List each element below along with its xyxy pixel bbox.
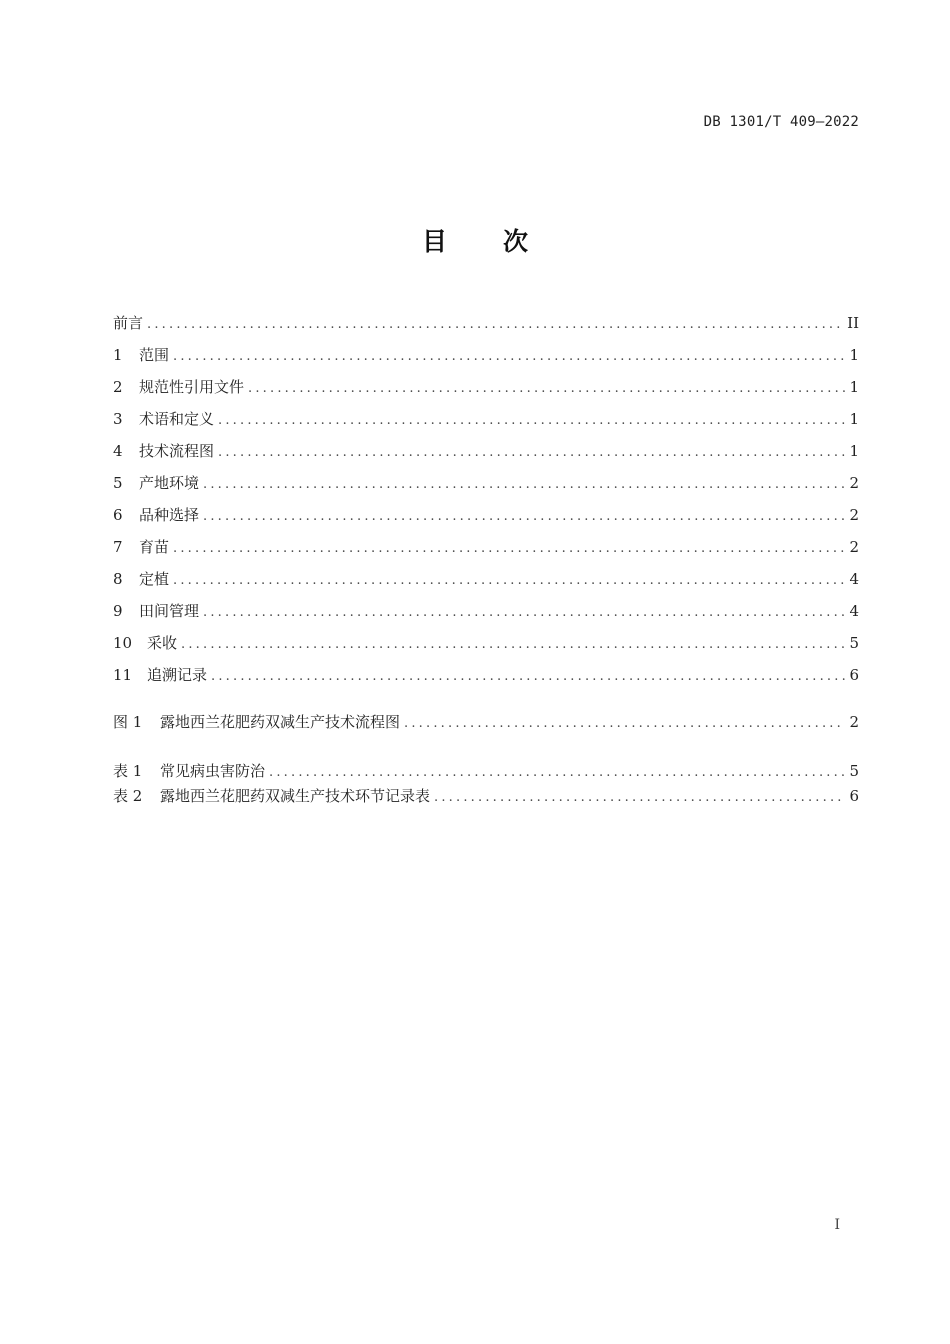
toc-entry-field-management[interactable] — [113, 600, 859, 632]
toc-entry-transplanting[interactable] — [113, 568, 859, 600]
toc-entry-label: 技术流程图 — [139, 442, 215, 460]
toc-entry-page: 6 — [849, 666, 859, 684]
toc-entry-label: 采收 — [147, 634, 178, 652]
toc-entry-page: 4 — [849, 602, 859, 620]
toc-entry-number: 6 — [113, 506, 123, 524]
toc-entry-label: 前言 — [113, 314, 144, 332]
toc-entry-number: 10 — [113, 634, 133, 652]
page-title: 目次 — [421, 227, 584, 256]
toc-entry-page: 1 — [849, 442, 859, 460]
toc-leader-dots — [203, 509, 845, 524]
toc-entry-number: 11 — [113, 666, 133, 684]
toc-entry-terms-definitions[interactable] — [113, 408, 859, 440]
toc-entry-seedling[interactable] — [113, 536, 859, 568]
toc-entry-page: 5 — [849, 762, 859, 780]
toc-entry-label: 田间管理 — [139, 602, 200, 620]
toc-entry-label: 育苗 — [139, 538, 170, 556]
toc-entry-prefix: 图 1 — [113, 713, 143, 731]
toc-entry-foreword[interactable] — [113, 312, 859, 344]
toc-entry-label: 规范性引用文件 — [139, 378, 245, 396]
toc-entry-page: 4 — [849, 570, 859, 588]
toc-entry-label: 追溯记录 — [147, 666, 208, 684]
toc-entry-number: 7 — [113, 538, 123, 556]
toc-leader-dots — [218, 445, 845, 460]
toc-entry-label: 常见病虫害防治 — [160, 762, 266, 780]
toc-entry-page: 6 — [849, 786, 859, 805]
toc-entry-number: 9 — [113, 602, 123, 620]
toc-leader-dots — [173, 349, 845, 364]
toc-leader-dots — [218, 413, 845, 428]
toc-entry-page: 1 — [849, 378, 859, 396]
document-code: DB 1301/T 409—2022 — [703, 114, 859, 130]
toc-leader-dots — [173, 541, 845, 556]
toc-entry-number: 1 — [113, 346, 123, 364]
toc-entry-label: 范围 — [139, 346, 170, 364]
toc-entry-label: 露地西兰花肥药双减生产技术环节记录表 — [160, 786, 431, 805]
toc-entry-label: 品种选择 — [139, 506, 200, 524]
toc-leader-dots — [248, 381, 845, 396]
toc-entry-number: 8 — [113, 570, 123, 588]
toc-entry-table-1[interactable] — [113, 760, 859, 785]
toc-entry-normative-references[interactable] — [113, 376, 859, 408]
toc-leader-dots — [269, 765, 845, 780]
toc-tables-list — [113, 760, 859, 809]
toc-main-list — [113, 312, 859, 696]
toc-entry-figure-1[interactable] — [113, 711, 859, 736]
toc-entry-prefix: 表 1 — [113, 762, 143, 780]
toc-entry-prefix: 表 2 — [113, 786, 143, 805]
toc-entry-label: 露地西兰花肥药双减生产技术流程图 — [160, 713, 401, 731]
toc-entry-table-2[interactable] — [113, 785, 859, 810]
toc-entry-number: 3 — [113, 410, 123, 428]
toc-figures-list — [113, 711, 859, 736]
toc-entry-flowchart[interactable] — [113, 440, 859, 472]
toc-entry-number: 4 — [113, 442, 123, 460]
toc-entry-page: 2 — [849, 713, 859, 731]
toc-entry-label: 产地环境 — [139, 474, 200, 492]
toc-entry-page: 2 — [849, 538, 859, 556]
toc-entry-environment[interactable] — [113, 472, 859, 504]
toc-leader-dots — [203, 605, 845, 620]
toc-entry-traceability[interactable] — [113, 664, 859, 696]
toc-entry-harvest[interactable] — [113, 632, 859, 664]
toc-leader-dots — [181, 637, 845, 652]
toc-entry-page: 2 — [849, 506, 859, 524]
toc-entry-number: 5 — [113, 474, 123, 492]
toc-entry-scope[interactable] — [113, 344, 859, 376]
toc-entry-label: 术语和定义 — [139, 410, 215, 428]
footer-page-number: I — [834, 1217, 840, 1233]
toc-entry-page: II — [847, 314, 859, 332]
toc-entry-page: 1 — [849, 346, 859, 364]
toc-entry-page: 5 — [849, 634, 859, 652]
toc-leader-dots — [147, 317, 843, 332]
toc-entry-page: 2 — [849, 474, 859, 492]
toc-entry-page: 1 — [849, 410, 859, 428]
toc-entry-label: 定植 — [139, 570, 170, 588]
toc-leader-dots — [404, 716, 845, 731]
toc-leader-dots — [203, 477, 845, 492]
toc-leader-dots — [211, 669, 845, 684]
toc-leader-dots — [434, 790, 845, 805]
toc-entry-variety-selection[interactable] — [113, 504, 859, 536]
toc-leader-dots — [173, 573, 845, 588]
toc-entry-number: 2 — [113, 378, 123, 396]
